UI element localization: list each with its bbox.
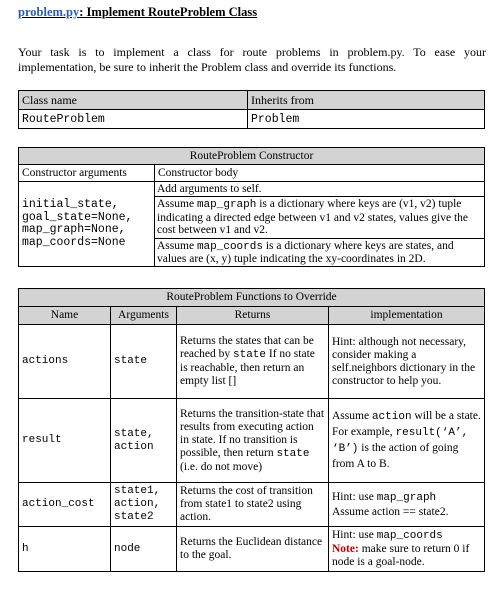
constructor-arg: map_coords=None (22, 235, 126, 249)
fn-name: action_cost (19, 483, 111, 527)
inherits-header: Inherits from (248, 91, 485, 110)
fn-returns: Returns the transition-state that results from executing action in state. If no transition is possible, then return state (i.e. do not move) (177, 399, 329, 483)
table-row (19, 399, 485, 483)
constructor-body (155, 182, 485, 267)
col-impl-header: implementation (329, 307, 485, 325)
fn-name: h (19, 527, 111, 572)
constructor-args (19, 182, 155, 267)
table-row (19, 527, 485, 572)
functions-title: RouteProblem Functions to Override (19, 289, 485, 307)
title-file-link[interactable]: problem.py (18, 5, 80, 19)
fn-impl: Hint: use map_graph Assume action == state2. (329, 483, 485, 527)
class-table (18, 90, 485, 129)
table-row (19, 483, 485, 527)
constructor-body-header: Constructor body (155, 165, 485, 182)
constructor-arg: map_graph=None, (22, 223, 126, 237)
fn-impl: Hint: although not necessary, consider making a self.neighbors dictionary in the constructor to help you. (329, 325, 485, 399)
intro-paragraph: Your task is to implement a class for route problems in problem.py. To ease your implementation, be sure to inherit the Problem class and override its functions. (18, 45, 486, 74)
fn-name: actions (19, 325, 111, 399)
col-returns-header: Returns (177, 307, 329, 325)
constructor-arg: goal_state=None, (22, 210, 133, 224)
constructor-title: RouteProblem Constructor (19, 148, 485, 165)
page-title (18, 5, 257, 20)
constructor-args-header: Constructor arguments (19, 165, 155, 182)
class-name-value: RouteProblem (19, 110, 248, 129)
fn-returns: Returns the cost of transition from state1 to state2 using action. (177, 483, 329, 527)
body-line-1: Add arguments to self. (155, 182, 484, 197)
functions-table (18, 288, 485, 572)
col-name-header: Name (19, 307, 111, 325)
body-line-3: Assume map_coords is a dictionary where keys are states, and values are (x, y) tuple indicating the xy-coordinates in 2D. (157, 239, 454, 266)
fn-args: state1, action, state2 (111, 483, 177, 527)
constructor-arg: initial_state, (22, 198, 119, 212)
fn-args: node (111, 527, 177, 572)
title-text: : Implement RouteProblem Class (79, 5, 258, 19)
table-row (19, 325, 485, 399)
col-args-header: Arguments (111, 307, 177, 325)
fn-returns: Returns the Euclidean distance to the goal. (177, 527, 329, 572)
fn-returns: Returns the states that can be reached by state If no state is reachable, then return an empty list [] (177, 325, 329, 399)
constructor-table (18, 147, 485, 267)
note-label: Note: (332, 543, 359, 555)
fn-args: state (111, 325, 177, 399)
fn-name: result (19, 399, 111, 483)
fn-impl: Assume action will be a state. For example, result(‘A’, ‘B’) is the action of going from A to B. (329, 399, 485, 483)
body-line-2: Assume map_graph is a dictionary where keys are (v1, v2) tuple indicating a directed edge between v1 and v2 states, values give the cost between v1 and v2. (155, 197, 484, 238)
fn-args: state, action (111, 399, 177, 483)
fn-impl: Hint: use map_coords Note: make sure to return 0 if node is a goal-node. (329, 527, 485, 572)
class-name-header: Class name (19, 91, 248, 110)
inherits-value: Problem (248, 110, 485, 129)
